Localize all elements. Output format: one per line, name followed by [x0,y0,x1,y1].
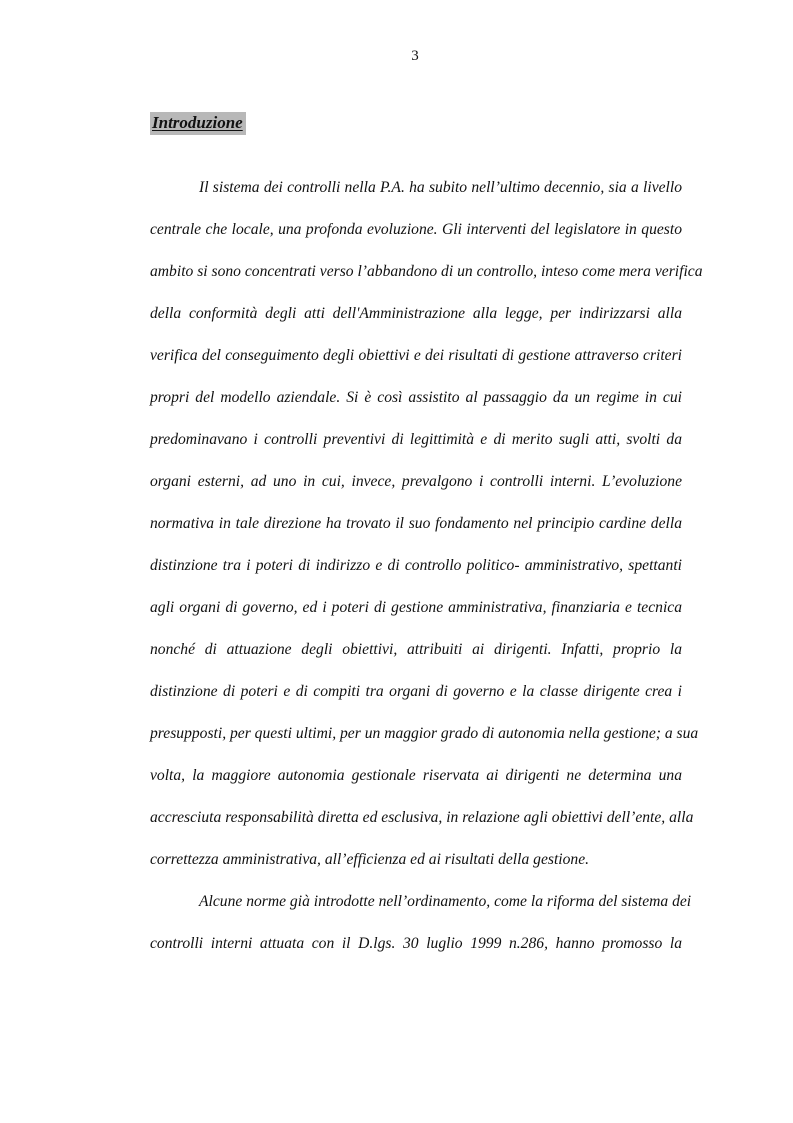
text-line: volta, la maggiore autonomia gestionale riservata ai dirigenti ne determina una [150,767,682,784]
text-line: propri del modello aziendale. Si è così assistito al passaggio da un regime in cui [150,389,682,406]
text-line: predominavano i controlli preventivi di legittimità e di merito sugli atti, svolti da [150,431,682,448]
text-line: agli organi di governo, ed i poteri di gestione amministrativa, finanziaria e tecnica [150,599,682,616]
text-line: distinzione tra i poteri di indirizzo e di controllo politico- amministrativo, spettanti [150,557,682,574]
text-line: accresciuta responsabilità diretta ed esclusiva, in relazione agli obiettivi dell’ente, alla [150,809,694,826]
text-line: della conformità degli atti dell'Amministrazione alla legge, per indirizzarsi alla [150,305,682,322]
text-line: correttezza amministrativa, all’efficienza ed ai risultati della gestione. [150,851,590,868]
text-line: controlli interni attuata con il D.lgs. 30 luglio 1999 n.286, hanno promosso la [150,935,682,952]
text-line: ambito si sono concentrati verso l’abbandono di un controllo, inteso come mera verifica [150,263,703,280]
text-line: nonché di attuazione degli obiettivi, attribuiti ai dirigenti. Infatti, proprio la [150,641,682,658]
section-heading: Introduzione [150,112,246,135]
text-line: normativa in tale direzione ha trovato il suo fondamento nel principio cardine della [150,515,682,532]
text-line: Alcune norme già introdotte nell’ordinamento, come la riforma del sistema dei [199,893,692,910]
text-line: Il sistema dei controlli nella P.A. ha subito nell’ultimo decennio, sia a livello [199,179,682,196]
text-line: organi esterni, ad uno in cui, invece, prevalgono i controlli interni. L’evoluzione [150,473,682,490]
text-line: centrale che locale, una profonda evoluzione. Gli interventi del legislatore in questo [150,221,682,238]
text-line: presupposti, per questi ultimi, per un maggior grado di autonomia nella gestione; a sua [150,725,699,742]
text-line: verifica del conseguimento degli obiettivi e dei risultati di gestione attraverso criteri [150,347,682,364]
page-number: 3 [411,48,419,64]
text-line: distinzione di poteri e di compiti tra organi di governo e la classe dirigente crea i [150,683,682,700]
